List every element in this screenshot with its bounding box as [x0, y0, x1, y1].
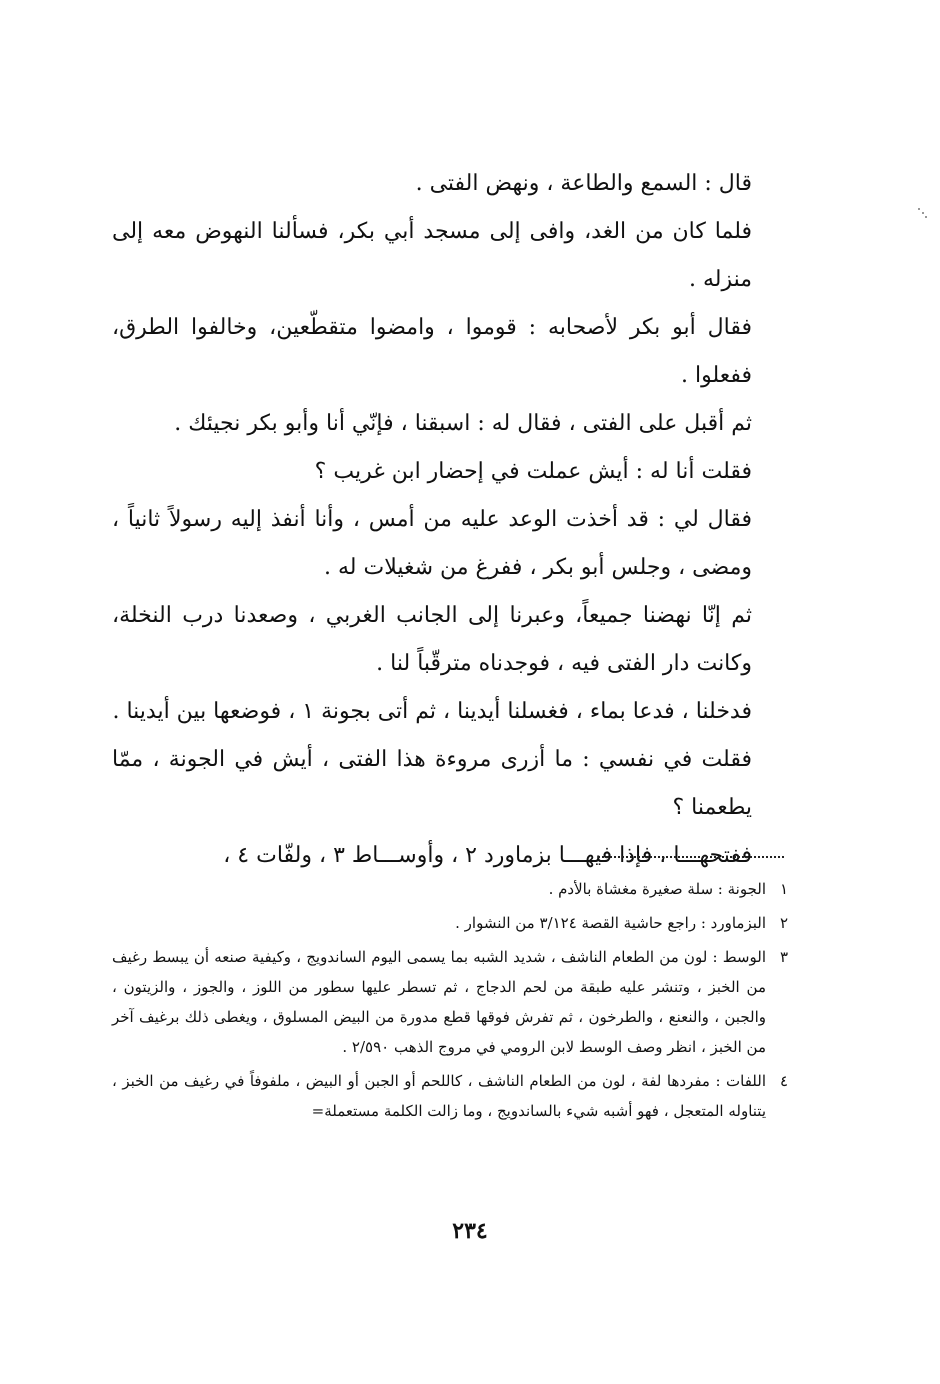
footnote-item	[112, 942, 788, 1062]
scan-speck-mark	[916, 206, 928, 220]
paragraph: ثم أقبل على الفتى ، فقال له : اسبقنا ، فإنّي أنا وأبو بكر نجيئك .	[174, 411, 752, 436]
main-text-body	[112, 160, 788, 880]
footnote-text: اللفات : مفردها لفة ، لون من الطعام الناشف ، كاللحم أو الجبن أو البيض ، ملفوفاً في رغيف من الخبز ، يتناوله المتعجل ، فهو أشبه شيء بالساندويج ، وما زالت الكلمة مستعملة=	[112, 1072, 766, 1120]
paragraph: فقلت أنا له : أيش عملت في إحضار ابن غريب ؟	[314, 459, 752, 484]
paragraph: فقال لي : قد أخذت الوعد عليه من أمس ، وأنا أنفذ إليه رسولاً ثانياً ، ومضى ، وجلس أبو بكر ، ففرغ من شغيلات له .	[112, 507, 753, 580]
footnote-item	[112, 874, 788, 904]
paragraph: فقال أبو بكر لأصحابه : قوموا ، وامضوا متقطّعين، وخالفوا الطرق، ففعلوا .	[112, 315, 752, 388]
paragraph: فدخلنا ، فدعا بماء ، فغسلنا أيدينا ، ثم أتى بجونة ١ ، فوضعها بين أيدينا .	[112, 699, 752, 724]
paragraph: فقلت في نفسي : ما أزرى مروءة هذا الفتى ، أيش في الجونة ، ممّا يطعمنا ؟	[112, 747, 752, 820]
footnotes-section	[112, 874, 788, 1130]
footnote-divider	[598, 856, 784, 858]
footnote-number: ٤	[779, 1072, 788, 1090]
footnote-text: الجونة : سلة صغيرة مغشاة بالأدم .	[548, 880, 766, 898]
paragraph: ففتحهـــا ، فإذا فيهـــا بزماورد ٢ ، وأوســـاط ٣ ، ولفّات ٤ ،	[223, 843, 752, 868]
footnote-number: ٢	[779, 914, 788, 932]
paragraph: ثم إنّا نهضنا جميعاً، وعبرنا إلى الجانب الغربي ، وصعدنا درب النخلة، وكانت دار الفتى فيه ، فوجدناه مترقّباً لنا .	[112, 603, 752, 676]
page-number: ٢٣٤	[452, 1218, 488, 1244]
paragraph: قال : السمع والطاعة ، ونهض الفتى .	[415, 171, 752, 196]
footnote-item	[112, 1066, 788, 1126]
footnote-number: ٣	[779, 948, 788, 966]
footnote-text: الوسط : لون من الطعام الناشف ، شديد الشبه بما يسمى اليوم الساندويج ، وكيفية صنعه أن يبسط رغيف من الخبز ، وتنشر عليه طبقة من لحم الدجاج ، ثم تسطر عليها سطور من اللوز ، والجوز ، والزيتون ، والجبن ، والنعنع ، والطرخون ، ثم تفرش فوقها قطع مدورة من البيض المسلوق ، ويغطى ذلك برغيف آخر من الخبز ، انظر وصف الوسط لابن الرومي في مروج الذهب ٢/٥٩٠ .	[112, 948, 766, 1056]
footnote-item	[112, 908, 788, 938]
paragraph: فلما كان من الغد، وافى إلى مسجد أبي بكر، فسألنا النهوض معه إلى منزله .	[112, 219, 752, 292]
footnote-text: البزماورد : راجع حاشية القصة ٣/١٢٤ من النشوار .	[455, 914, 766, 932]
footnote-number: ١	[779, 880, 788, 898]
